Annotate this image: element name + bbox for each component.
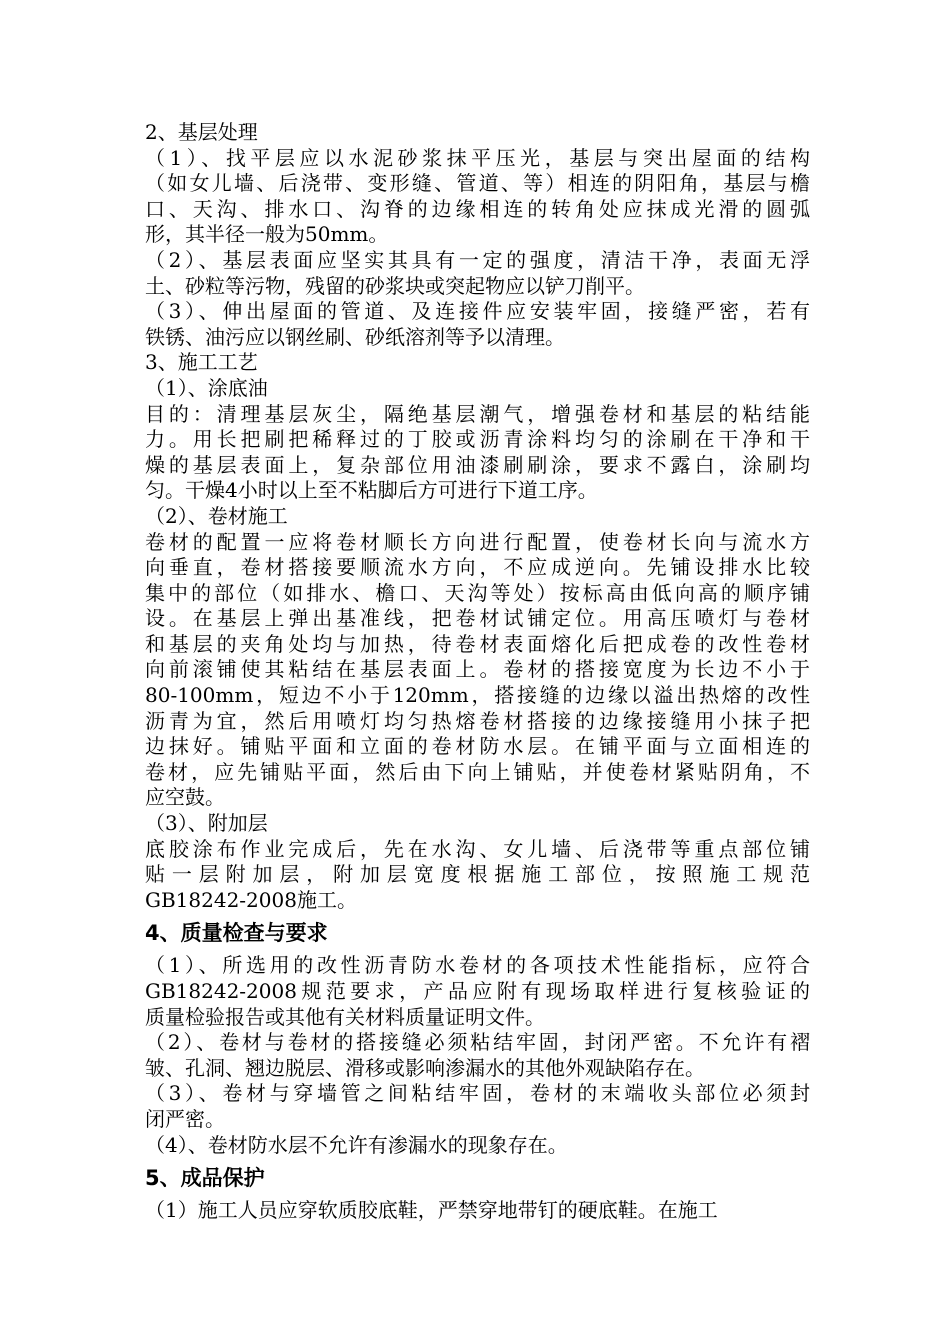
text-line: 铁锈、油污应以钢丝刷、砂纸溶剂等予以清理。 xyxy=(145,324,565,349)
text-line: （2）、卷材施工 xyxy=(145,503,288,528)
text-line: 燥的基层表面上，复杂部位用油漆刷刷涂，要求不露白，涂刷均 xyxy=(145,452,810,477)
text-line: 3、施工工艺 xyxy=(145,350,258,375)
text-line: 向前滚铺使其粘结在基层表面上。卷材的搭接宽度为长边不小于 xyxy=(145,657,810,682)
text-line: 力。用长把刷把稀释过的丁胶或沥青涂料均匀的涂刷在干净和干 xyxy=(145,427,810,452)
text-line: （如女儿墙、后浇带、变形缝、管道、等）相连的阴阳角，基层与檐 xyxy=(145,171,810,196)
text-line: GB18242-2008规范要求，产品应附有现场取样进行复核验证的 xyxy=(145,979,810,1003)
paragraph xyxy=(145,376,810,402)
text-line: 皱、孔洞、翘边脱层、滑移或影响渗漏水的其他外观缺陷存在。 xyxy=(145,1055,705,1080)
text-line: 集中的部位（如排水、檐口、天沟等处）按标高由低向高的顺序铺 xyxy=(145,580,810,605)
text-line: （3）、伸出屋面的管道、及连接件应安装牢固，接缝严密，若有 xyxy=(145,299,810,324)
paragraph xyxy=(145,1081,810,1132)
text-line: 应空鼓。 xyxy=(145,785,225,810)
paragraph xyxy=(145,248,810,299)
paragraph xyxy=(145,837,810,914)
text-line: 闭严密。 xyxy=(145,1106,225,1131)
section-heading: 4、质量检查与要求 xyxy=(145,921,328,946)
paragraph xyxy=(145,350,810,376)
text-line: 土、砂粒等污物，残留的砂浆块或突起物应以铲刀削平。 xyxy=(145,273,645,298)
text-line: 形，其半径一般为50mm。 xyxy=(145,222,389,247)
text-line: 和基层的夹角处均与加热，待卷材表面熔化后把成卷的改性卷材 xyxy=(145,631,810,656)
text-line: GB18242-2008施工。 xyxy=(145,887,357,912)
text-line: 质量检验报告或其他有关材料质量证明文件。 xyxy=(145,1004,545,1029)
text-line: （3）、卷材与穿墙管之间粘结牢固，卷材的末端收头部位必须封 xyxy=(145,1081,810,1106)
text-line: 匀。干燥4小时以上至不粘脚后方可进行下道工序。 xyxy=(145,478,598,503)
text-line: 卷材的配置一应将卷材顺长方向进行配置，使卷材长向与流水方 xyxy=(145,529,810,554)
text-line: 贴一层附加层，附加层宽度根据施工部位，按照施工规范 xyxy=(145,862,810,887)
text-line: （1）、找平层应以水泥砂浆抹平压光，基层与突出屋面的结构 xyxy=(145,145,810,170)
paragraph xyxy=(145,504,810,530)
text-line: 口、天沟、排水口、沟脊的边缘相连的转角处应抹成光滑的圆弧 xyxy=(145,196,810,221)
text-line: 目的：清理基层灰尘，隔绝基层潮气，增强卷材和基层的粘结能 xyxy=(145,401,810,426)
paragraph xyxy=(145,811,810,837)
paragraph xyxy=(145,1198,810,1224)
text-line: （1）、所选用的改性沥青防水卷材的各项技术性能指标，应符合 xyxy=(145,953,810,978)
text-line: （4）、卷材防水层不允许有渗漏水的现象存在。 xyxy=(145,1132,568,1157)
paragraph xyxy=(145,1030,810,1081)
paragraph xyxy=(145,299,810,350)
paragraph xyxy=(145,1133,810,1159)
paragraph xyxy=(145,953,810,1030)
paragraph xyxy=(145,120,810,146)
text-line: 边抹好。铺贴平面和立面的卷材防水层。在铺平面与立面相连的 xyxy=(145,734,810,759)
text-line: 沥青为宜，然后用喷灯均匀热熔卷材搭接的边缘接缝用小抹子把 xyxy=(145,708,810,733)
text-line: 卷材，应先铺贴平面，然后由下向上铺贴，并使卷材紧贴阴角，不 xyxy=(145,759,810,784)
text-line: 80-100mm，短边不小于120mm，搭接缝的边缘以溢出热熔的改性 xyxy=(145,683,810,708)
text-line: （1）、涂底油 xyxy=(145,375,268,400)
document-body xyxy=(145,120,810,1224)
paragraph xyxy=(145,530,810,812)
paragraph xyxy=(145,402,810,504)
text-line: （2）、基层表面应坚实其具有一定的强度，清洁干净，表面无浮 xyxy=(145,247,810,272)
section-heading: 5、成品保护 xyxy=(145,1166,265,1191)
text-line: 设。在基层上弹出基准线，把卷材试铺定位。用高压喷灯与卷材 xyxy=(145,606,810,631)
paragraph xyxy=(145,146,810,248)
text-line: 底胶涂布作业完成后，先在水沟、女儿墙、后浇带等重点部位铺 xyxy=(145,836,810,861)
text-line: 向垂直，卷材搭接要顺流水方向，不应成逆向。先铺设排水比较 xyxy=(145,555,810,580)
text-line: （2）、卷材与卷材的搭接缝必须粘结牢固，封闭严密。不允许有褶 xyxy=(145,1030,810,1055)
text-line: 2、基层处理 xyxy=(145,120,258,144)
text-line: （1）施工人员应穿软质胶底鞋，严禁穿地带钉的硬底鞋。在施工 xyxy=(145,1198,718,1223)
text-line: （3）、附加层 xyxy=(145,811,268,836)
